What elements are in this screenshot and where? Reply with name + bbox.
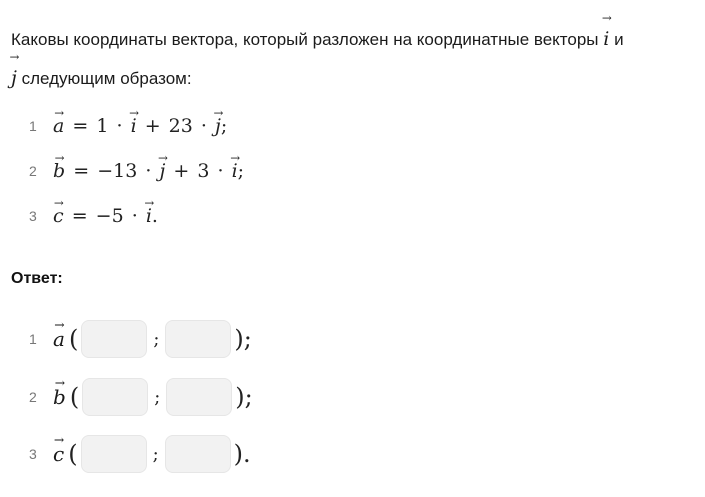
dot-operator: · [217, 160, 224, 182]
answer-row [29, 434, 251, 474]
vector-i-symbol: → i [131, 115, 137, 137]
answer-row [29, 319, 252, 359]
item-number: 2 [29, 389, 37, 405]
vector-i-symbol: → i [603, 20, 609, 58]
question-text [11, 20, 701, 98]
y-coordinate-input[interactable] [166, 378, 232, 416]
item-number: 1 [29, 118, 37, 134]
open-paren: ( [69, 383, 80, 411]
punctuation: . [151, 205, 158, 227]
close-paren: ); [235, 383, 253, 411]
punctuation: ; [237, 160, 245, 182]
question-part-1: Каковы координаты вектора, который разложен на координатные векторы [11, 30, 599, 49]
x-coordinate-input[interactable] [81, 435, 147, 473]
equals-sign: = [71, 205, 88, 227]
vector-expression [53, 115, 227, 137]
vector-i-symbol: → i [146, 205, 152, 227]
open-paren: ( [68, 440, 78, 468]
equals-sign: = [72, 115, 89, 137]
coefficient: 1 [96, 115, 109, 137]
close-paren: ); [234, 325, 252, 353]
vector-j-symbol: → j [11, 59, 17, 97]
equals-sign: = [73, 160, 90, 182]
x-coordinate-input[interactable] [82, 378, 148, 416]
vector-expression [53, 160, 244, 182]
dot-operator: · [116, 115, 123, 137]
vector-b-symbol: → b [53, 160, 65, 182]
x-coordinate-input[interactable] [81, 320, 147, 358]
item-number: 3 [29, 208, 37, 224]
plus-operator: + [173, 160, 190, 182]
y-coordinate-input[interactable] [165, 435, 231, 473]
plus-operator: + [144, 115, 161, 137]
close-paren: ). [233, 440, 251, 468]
item-number: 2 [29, 163, 37, 179]
punctuation: ; [220, 115, 228, 137]
separator: ; [152, 443, 159, 465]
list-item [29, 151, 244, 191]
vector-i-symbol: → i [232, 160, 238, 182]
y-coordinate-input[interactable] [165, 320, 231, 358]
vector-expression [53, 205, 158, 227]
dot-operator: · [145, 160, 152, 182]
item-number: 3 [29, 446, 37, 462]
answer-label: Ответ: [11, 270, 63, 287]
list-item [29, 196, 158, 236]
dot-operator: · [131, 205, 138, 227]
coefficient: −5 [95, 205, 124, 227]
coefficient: −13 [97, 160, 138, 182]
answer-row [29, 377, 253, 417]
open-paren: ( [68, 325, 79, 353]
coefficient: 3 [197, 160, 210, 182]
list-item [29, 106, 227, 146]
vector-b-symbol: → b [53, 385, 66, 409]
separator: ; [153, 328, 160, 350]
question-part-2: и [614, 30, 624, 49]
dot-operator: · [200, 115, 207, 137]
item-number: 1 [29, 331, 37, 347]
vector-j-symbol: → j [159, 160, 165, 182]
vector-a-symbol: → a [53, 327, 65, 351]
vector-c-symbol: → c [53, 205, 64, 227]
question-part-3: следующим образом: [21, 69, 192, 88]
vector-c-symbol: → c [53, 442, 64, 466]
vector-a-symbol: → a [53, 115, 64, 137]
vector-j-symbol: → j [215, 115, 221, 137]
coefficient: 23 [168, 115, 193, 137]
separator: ; [154, 386, 161, 408]
